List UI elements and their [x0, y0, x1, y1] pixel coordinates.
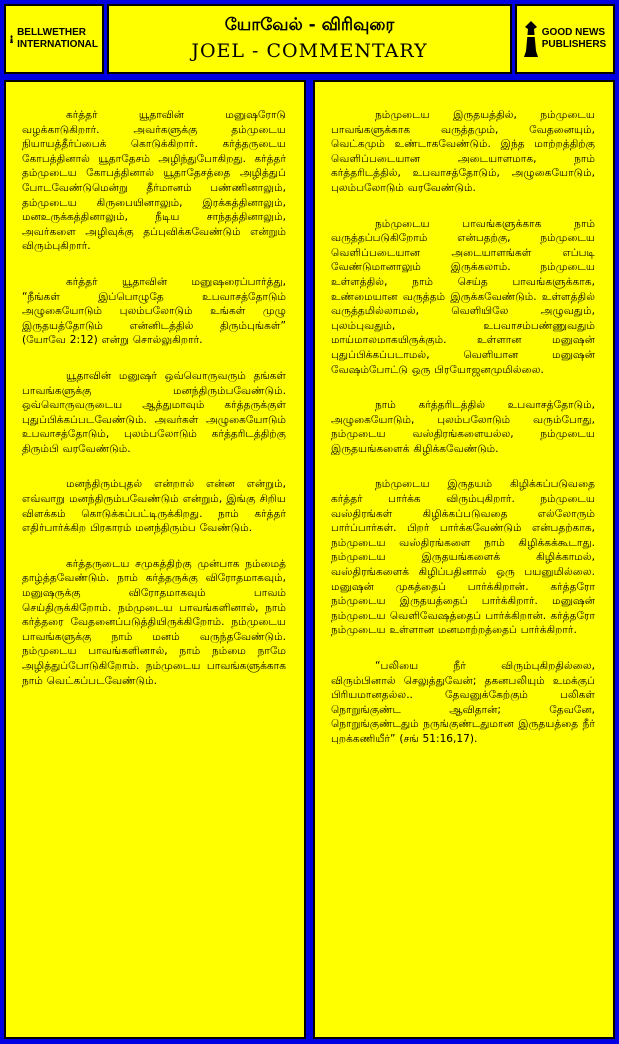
page-title-english: JOEL - COMMENTARY — [191, 40, 428, 62]
page-title-tamil: யோவேல் - விரிவுரை — [224, 15, 395, 35]
left-column — [4, 80, 306, 1039]
ram-icon — [524, 21, 538, 57]
paragraph: நம்முடைய இருதயம் கிழிக்கப்படுவதை கர்த்தர் பார்க்க விரும்புகிறார். நம்முடைய வஸ்திரங்கள் கிழிக்கப்படுவதை எல்லோரும் பார்ப்பார்கள். பிறர் பார்க்கவேண்டும் என்பதற்காக, நம்முடைய வஸ்திரங்களை நாம் கிழிக்கக்கூடாது. நம்முடைய இருதயங்களைக் கிழிக்காமல், வஸ்திரங்களைக் கிழிப்பதினால் ஒரு பயனுமில்லை. மனுஷன் முகத்தைப் பார்க்கிறான். கர்த்தரோ நம்முடைய இருதயத்தைப் பார்க்கிறார். மனுஷன் நம்முடைய வெளிவேஷத்தைப் பார்க்கிறான். கர்த்தரோ நம்முடைய உள்ளான மனமாற்றத்தைப் பார்க்கிறார். — [331, 478, 595, 637]
paragraph: யூதாவின் மனுஷர் ஒவ்வொருவரும் தங்கள் பாவங்களுக்கு மனந்திரும்பவேண்டும். ஒவ்வொருவருடைய ஆத்துமாவும் கர்த்தருக்குள் புதுப்பிக்கப்படவேண்டும். அவர்கள் அழுகையோடும் உபவாசத்தோடும், புலம்பலோடும் கர்த்தரிடத்திற்கு திரும்பி வரவேண்டும். — [22, 369, 286, 455]
good-news-line1: GOOD NEWS — [541, 27, 606, 38]
good-news-line2: PUBLISHERS — [541, 39, 607, 50]
good-news-logo-text — [542, 27, 606, 51]
title-box — [107, 4, 512, 74]
paragraph: நாம் கர்த்தரிடத்தில் உபவாசத்தோடும், அழுகையோடும், புலம்பலோடும் வரும்போது, நம்முடைய வஸ்திரங்களையல்ல, நம்முடைய இருதயங்களைக் கிழிக்கவேண்டும். — [331, 399, 595, 455]
bellwether-logo — [4, 4, 104, 74]
paragraph: மனந்திரும்புதல் என்றால் என்ன என்றும், எவ்வாறு மனந்திரும்பவேண்டும் என்றும், இங்கு சிறிய விளக்கம் கொடுக்கப்பட்டிருக்கிறது. நாம் கர்த்தர் எதிர்பார்க்கிற பிரகாரம் மனந்திரும்ப வேண்டும். — [22, 478, 286, 535]
ram-icon — [10, 21, 13, 57]
paragraph: கர்த்தர் யூதாவின் மனுஷரைப்பார்த்து, “நீங்கள் இப்பொழுதே உபவாசத்தோடும் அழுகையோடும் புலம்பலோடும் உங்கள் முழு இருதயத்தோடும் என்னிடத்தில் திரும்புங்கள்” (யோவே 2:12) என்று சொல்லுகிறார். — [22, 275, 286, 347]
paragraph: நம்முடைய இருதயத்தில், நம்முடைய பாவங்களுக்காக வருத்தமும், வேதனையும், வெட்கமும் உண்டாகவேண்டும். இந்த மாற்றத்திற்கு வெளிப்படையான அடையாளமாக, நாம் கர்த்தரிடத்தில், உபவாசத்தோடும், அழுகையோடும், புலம்பலோடும் வரவேண்டும். — [331, 109, 595, 194]
bellwether-line2: INTERNATIONAL — [17, 39, 98, 50]
bellwether-logo-text — [17, 27, 98, 51]
good-news-logo — [515, 4, 615, 74]
header — [4, 4, 615, 74]
paragraph: நம்முடைய பாவங்களுக்காக நாம் வருத்தப்படுகிறோம் என்பதற்கு, நம்முடைய வெளிப்படையான அடையாளங்கள் எப்படி வேண்டுமானாலும் இருக்கலாம். நம்முடைய உள்ளத்தில், நாம் செய்த பாவங்களுக்காக, உண்மையான வருத்தம் இருக்கவேண்டும். உள்ளத்தில் வருத்தமில்லாமல், வெளியிலே அழுவதும், புலம்புவதும், உபவாசம்பண்ணுவதும் மாய்மாலமாகயிருக்கும். உள்ளான மனுஷன் புதுப்பிக்கப்படாமல், வெளியான மனுஷன் வேஷம்போட்டு ஒரு பிரயோஜனமுமில்லை. — [331, 217, 595, 376]
bellwether-line1: BELLWETHER — [17, 27, 86, 38]
paragraph: கர்த்தருடைய சமுகத்திற்கு முன்பாக நம்மைத் தாழ்த்தவேண்டும். நாம் கர்த்தருக்கு விரோதமாகவும், மனுஷருக்கு விரோதமாகவும் பாவம் செய்திருக்கிறோம். நம்முடைய பாவங்களினால், நாம் கர்த்தரை வேதனைப்படுத்தியிருக்கிறோம். நம்முடைய பாவங்களுக்கு நாம் மனம் வருந்தவேண்டும். நம்முடைய பாவங்களினால், நாம் நம்மை நாமே அழித்துப்போடுகிறோம். நம்முடைய பாவங்களுக்காக நாம் வெட்கப்படவேண்டும். — [22, 557, 286, 687]
paragraph: “பலியை நீர் விரும்புகிறதில்லை, விரும்பினால் செலுத்துவேன்; தகனபலியும் உமக்குப் பிரியமானதல்ல.. தேவனுக்கேற்கும் பலிகள் நொறுங்குண்ட ஆவிதான்; தேவனே, நொறுங்குண்டதும் நருங்குண்டதுமான இருதயத்தை நீர் புறக்கணியீர்” (சங் 51:16,17). — [331, 660, 595, 745]
paragraph: கர்த்தர் யூதாவின் மனுஷரோடு வழக்காடுகிறார். அவர்களுக்கு தம்முடைய நியாயத்தீர்ப்பைக் கொடுக்கிறார். கர்த்தருடைய கோபத்தினால் யூதாதேசம் அழிந்துபோகிறது. கர்த்தர் தம்முடைய கோபத்தினால் யூதாதேசத்தை அழித்துப் போடவேண்டுமென்று தீர்மானம் பண்ணினாலும், தம்முடைய கிருபையினாலும், இரக்கத்தினாலும், மனஉருக்கத்தினாலும், நீடிய சாந்தத்தினாலும், அவர்களை அழிவுக்கு தப்புவிக்கவேண்டும் என்றும் விரும்புகிறார். — [22, 109, 286, 253]
content-columns — [4, 80, 615, 1039]
right-column — [313, 80, 615, 1039]
